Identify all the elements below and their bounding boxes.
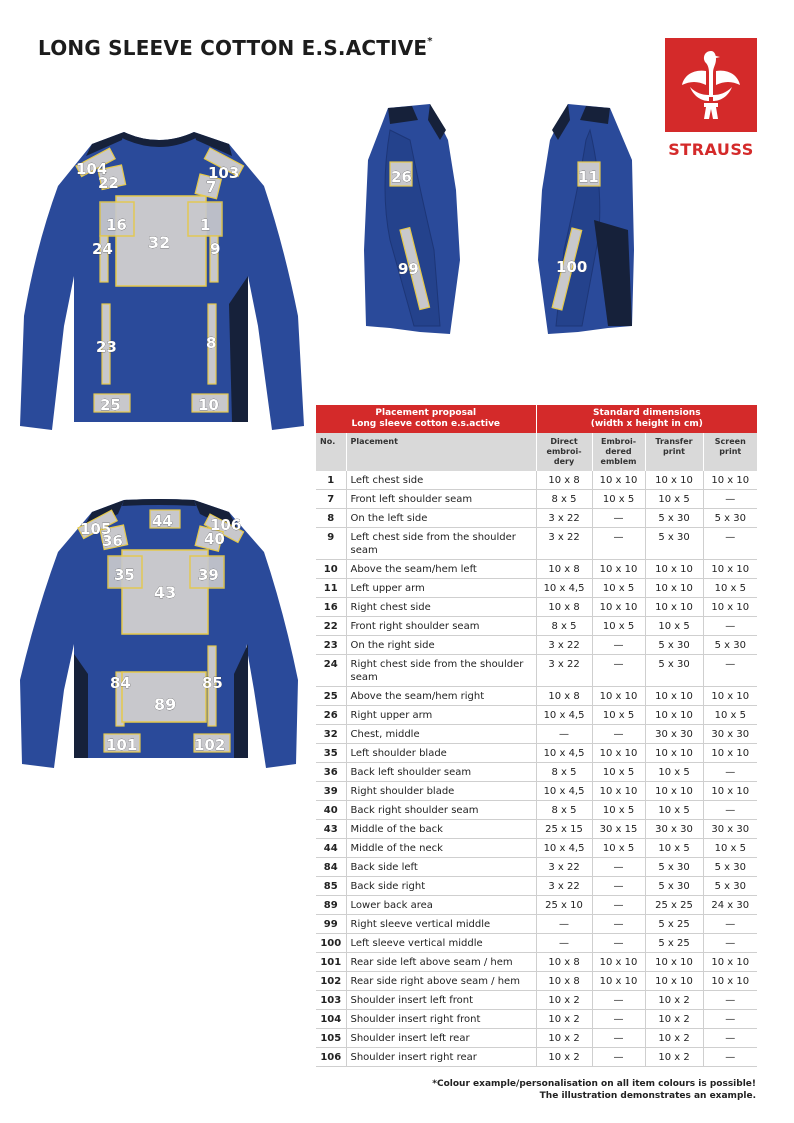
cell-no: 106 xyxy=(316,1048,346,1067)
cell-direct-embroidery: 3 x 22 xyxy=(536,528,592,560)
left-side-illustration xyxy=(528,100,638,340)
cell-transfer-print: 10 x 10 xyxy=(645,687,703,706)
cell-transfer-print: 25 x 25 xyxy=(645,896,703,915)
table-row xyxy=(316,953,757,972)
col-screen-print: Screen print xyxy=(703,433,757,471)
title-text: LONG SLEEVE COTTON E.S.ACTIVE xyxy=(38,36,428,60)
cell-direct-embroidery: 10 x 2 xyxy=(536,991,592,1010)
cell-transfer-print: 5 x 30 xyxy=(645,858,703,877)
cell-no: 16 xyxy=(316,598,346,617)
cell-placement: Chest, middle xyxy=(346,725,536,744)
marker-24: 24 xyxy=(92,240,113,258)
table-row xyxy=(316,782,757,801)
table-row xyxy=(316,1029,757,1048)
cell-placement: Left sleeve vertical middle xyxy=(346,934,536,953)
table-row xyxy=(316,579,757,598)
marker-103: 103 xyxy=(208,164,240,182)
cell-embroidered-emblem: — xyxy=(592,1029,645,1048)
cell-screen-print: 5 x 30 xyxy=(703,636,757,655)
cell-placement: Right upper arm xyxy=(346,706,536,725)
cell-direct-embroidery: 10 x 8 xyxy=(536,471,592,490)
back-shirt-view xyxy=(14,494,304,780)
cell-direct-embroidery: 10 x 2 xyxy=(536,1048,592,1067)
cell-no: 9 xyxy=(316,528,346,560)
cell-transfer-print: 10 x 2 xyxy=(645,1048,703,1067)
cell-placement: Middle of the neck xyxy=(346,839,536,858)
table-row xyxy=(316,839,757,858)
cell-no: 35 xyxy=(316,744,346,763)
table-row xyxy=(316,1048,757,1067)
cell-screen-print: 30 x 30 xyxy=(703,725,757,744)
table-row xyxy=(316,801,757,820)
cell-screen-print: 10 x 10 xyxy=(703,687,757,706)
table-group-header xyxy=(316,405,757,433)
cell-embroidered-emblem: — xyxy=(592,725,645,744)
cell-no: 36 xyxy=(316,763,346,782)
cell-no: 105 xyxy=(316,1029,346,1048)
marker-101: 101 xyxy=(106,736,138,754)
cell-direct-embroidery: 8 x 5 xyxy=(536,490,592,509)
table-row xyxy=(316,896,757,915)
cell-placement: Above the seam/hem left xyxy=(346,560,536,579)
cell-placement: Shoulder insert right rear xyxy=(346,1048,536,1067)
marker-84: 84 xyxy=(110,674,131,692)
cell-screen-print: 5 x 30 xyxy=(703,858,757,877)
cell-screen-print: 10 x 10 xyxy=(703,744,757,763)
front-shirt-illustration xyxy=(14,126,304,440)
cell-no: 26 xyxy=(316,706,346,725)
cell-screen-print: 10 x 5 xyxy=(703,706,757,725)
col-placement: Placement xyxy=(346,433,536,471)
marker-43: 43 xyxy=(154,583,177,602)
cell-screen-print: — xyxy=(703,655,757,687)
cell-transfer-print: 30 x 30 xyxy=(645,820,703,839)
title-footnote-mark: * xyxy=(427,36,433,47)
cell-screen-print: 24 x 30 xyxy=(703,896,757,915)
cell-screen-print: 10 x 10 xyxy=(703,598,757,617)
table-row xyxy=(316,1010,757,1029)
table-row xyxy=(316,706,757,725)
cell-screen-print: 10 x 5 xyxy=(703,579,757,598)
cell-direct-embroidery: 8 x 5 xyxy=(536,801,592,820)
cell-screen-print: — xyxy=(703,1048,757,1067)
cell-direct-embroidery: 10 x 8 xyxy=(536,560,592,579)
cell-direct-embroidery: 8 x 5 xyxy=(536,617,592,636)
cell-embroidered-emblem: — xyxy=(592,636,645,655)
cell-screen-print: 30 x 30 xyxy=(703,820,757,839)
table-row xyxy=(316,655,757,687)
col-no: No. xyxy=(316,433,346,471)
table-body xyxy=(316,471,757,1067)
table-row xyxy=(316,490,757,509)
cell-transfer-print: 5 x 30 xyxy=(645,636,703,655)
marker-1: 1 xyxy=(200,216,211,234)
cell-transfer-print: 5 x 25 xyxy=(645,915,703,934)
cell-transfer-print: 10 x 10 xyxy=(645,598,703,617)
cell-direct-embroidery: 10 x 8 xyxy=(536,953,592,972)
cell-screen-print: — xyxy=(703,528,757,560)
marker-100: 100 xyxy=(556,258,588,276)
table-row xyxy=(316,877,757,896)
marker-106: 106 xyxy=(210,516,242,534)
cell-no: 104 xyxy=(316,1010,346,1029)
cell-placement: Left chest side xyxy=(346,471,536,490)
cell-direct-embroidery: 25 x 15 xyxy=(536,820,592,839)
cell-embroidered-emblem: — xyxy=(592,896,645,915)
cell-embroidered-emblem: 30 x 15 xyxy=(592,820,645,839)
cell-transfer-print: 10 x 10 xyxy=(645,560,703,579)
table-row xyxy=(316,820,757,839)
cell-direct-embroidery: 3 x 22 xyxy=(536,877,592,896)
marker-105: 105 xyxy=(80,520,112,538)
cell-direct-embroidery: 3 x 22 xyxy=(536,636,592,655)
cell-embroidered-emblem: 10 x 10 xyxy=(592,972,645,991)
cell-no: 103 xyxy=(316,991,346,1010)
cell-transfer-print: 10 x 5 xyxy=(645,490,703,509)
cell-transfer-print: 10 x 10 xyxy=(645,972,703,991)
marker-104: 104 xyxy=(76,160,108,178)
cell-transfer-print: 10 x 5 xyxy=(645,801,703,820)
col-direct-embroidery: Direct embroi- dery xyxy=(536,433,592,471)
cell-transfer-print: 10 x 10 xyxy=(645,782,703,801)
cell-transfer-print: 5 x 25 xyxy=(645,934,703,953)
marker-16: 16 xyxy=(106,216,127,234)
cell-placement: Shoulder insert right front xyxy=(346,1010,536,1029)
cell-embroidered-emblem: 10 x 5 xyxy=(592,706,645,725)
cell-embroidered-emblem: 10 x 5 xyxy=(592,839,645,858)
table-row xyxy=(316,636,757,655)
cell-direct-embroidery: 25 x 10 xyxy=(536,896,592,915)
cell-direct-embroidery: 10 x 2 xyxy=(536,1010,592,1029)
cell-direct-embroidery: 3 x 22 xyxy=(536,655,592,687)
cell-no: 43 xyxy=(316,820,346,839)
cell-no: 102 xyxy=(316,972,346,991)
cell-no: 100 xyxy=(316,934,346,953)
cell-placement: Left shoulder blade xyxy=(346,744,536,763)
cell-screen-print: — xyxy=(703,763,757,782)
cell-screen-print: — xyxy=(703,490,757,509)
footnote xyxy=(432,1078,756,1102)
back-shirt-illustration xyxy=(14,494,304,780)
cell-placement: Shoulder insert left front xyxy=(346,991,536,1010)
marker-35: 35 xyxy=(114,566,135,584)
table-row xyxy=(316,991,757,1010)
cell-embroidered-emblem: 10 x 5 xyxy=(592,801,645,820)
cell-screen-print: 5 x 30 xyxy=(703,509,757,528)
cell-embroidered-emblem: — xyxy=(592,934,645,953)
cell-embroidered-emblem: 10 x 10 xyxy=(592,598,645,617)
cell-transfer-print: 30 x 30 xyxy=(645,725,703,744)
cell-embroidered-emblem: 10 x 5 xyxy=(592,490,645,509)
cell-placement: Back side right xyxy=(346,877,536,896)
side-view-left xyxy=(528,100,638,340)
cell-placement: Rear side right above seam / hem xyxy=(346,972,536,991)
cell-transfer-print: 10 x 10 xyxy=(645,744,703,763)
cell-transfer-print: 5 x 30 xyxy=(645,528,703,560)
cell-direct-embroidery: 10 x 8 xyxy=(536,687,592,706)
table-row xyxy=(316,560,757,579)
cell-placement: Front left shoulder seam xyxy=(346,490,536,509)
table-row xyxy=(316,528,757,560)
cell-direct-embroidery: 10 x 4,5 xyxy=(536,839,592,858)
marker-99: 99 xyxy=(398,260,419,278)
cell-embroidered-emblem: 10 x 10 xyxy=(592,560,645,579)
table-row xyxy=(316,915,757,934)
cell-no: 44 xyxy=(316,839,346,858)
table-row xyxy=(316,972,757,991)
cell-direct-embroidery: 10 x 4,5 xyxy=(536,744,592,763)
cell-screen-print: 10 x 10 xyxy=(703,972,757,991)
cell-no: 85 xyxy=(316,877,346,896)
cell-direct-embroidery: 10 x 2 xyxy=(536,1029,592,1048)
marker-102: 102 xyxy=(194,736,226,754)
cell-placement: Lower back area xyxy=(346,896,536,915)
footnote-line-1: *Colour example/personalisation on all item colours is possible! xyxy=(432,1079,756,1089)
footnote-line-2: The illustration demonstrates an example. xyxy=(539,1091,756,1101)
cell-transfer-print: 10 x 2 xyxy=(645,991,703,1010)
table-row xyxy=(316,509,757,528)
placement-proposal-header: Placement proposal Long sleeve cotton e.s.active xyxy=(316,405,536,433)
cell-no: 10 xyxy=(316,560,346,579)
cell-embroidered-emblem: — xyxy=(592,528,645,560)
cell-screen-print: 10 x 10 xyxy=(703,953,757,972)
cell-embroidered-emblem: — xyxy=(592,1010,645,1029)
cell-placement: Middle of the back xyxy=(346,820,536,839)
cell-no: 8 xyxy=(316,509,346,528)
cell-placement: Left upper arm xyxy=(346,579,536,598)
marker-44: 44 xyxy=(152,512,173,530)
cell-no: 23 xyxy=(316,636,346,655)
cell-no: 32 xyxy=(316,725,346,744)
cell-no: 40 xyxy=(316,801,346,820)
cell-direct-embroidery: 10 x 4,5 xyxy=(536,706,592,725)
marker-32: 32 xyxy=(148,233,171,252)
cell-embroidered-emblem: — xyxy=(592,915,645,934)
cell-embroidered-emblem: — xyxy=(592,877,645,896)
marker-22: 22 xyxy=(98,174,119,192)
placement-table-container xyxy=(316,405,757,1067)
cell-placement: Left chest side from the shoulder seam xyxy=(346,528,536,560)
cell-direct-embroidery: 3 x 22 xyxy=(536,858,592,877)
cell-transfer-print: 5 x 30 xyxy=(645,509,703,528)
cell-no: 11 xyxy=(316,579,346,598)
cell-screen-print: 10 x 10 xyxy=(703,560,757,579)
standard-dimensions-header: Standard dimensions (width x height in cm) xyxy=(536,405,757,433)
cell-transfer-print: 5 x 30 xyxy=(645,655,703,687)
cell-screen-print: 10 x 10 xyxy=(703,471,757,490)
cell-screen-print: — xyxy=(703,934,757,953)
cell-no: 24 xyxy=(316,655,346,687)
marker-8: 8 xyxy=(206,334,217,352)
cell-direct-embroidery: 3 x 22 xyxy=(536,509,592,528)
marker-89: 89 xyxy=(154,695,177,714)
cell-transfer-print: 10 x 2 xyxy=(645,1029,703,1048)
cell-screen-print: 10 x 5 xyxy=(703,839,757,858)
placement-table xyxy=(316,405,757,1067)
cell-embroidered-emblem: — xyxy=(592,509,645,528)
cell-no: 99 xyxy=(316,915,346,934)
cell-placement: Front right shoulder seam xyxy=(346,617,536,636)
marker-7: 7 xyxy=(206,178,217,196)
cell-placement: Above the seam/hem right xyxy=(346,687,536,706)
table-row xyxy=(316,687,757,706)
cell-transfer-print: 10 x 5 xyxy=(645,839,703,858)
cell-direct-embroidery: 8 x 5 xyxy=(536,763,592,782)
cell-transfer-print: 10 x 10 xyxy=(645,953,703,972)
cell-placement: Rear side left above seam / hem xyxy=(346,953,536,972)
cell-transfer-print: 5 x 30 xyxy=(645,877,703,896)
marker-9: 9 xyxy=(210,240,221,258)
strauss-logo xyxy=(665,38,757,160)
cell-placement: Back left shoulder seam xyxy=(346,763,536,782)
cell-transfer-print: 10 x 5 xyxy=(645,617,703,636)
cell-no: 84 xyxy=(316,858,346,877)
table-row xyxy=(316,471,757,490)
cell-embroidered-emblem: 10 x 10 xyxy=(592,471,645,490)
cell-placement: Right shoulder blade xyxy=(346,782,536,801)
cell-transfer-print: 10 x 2 xyxy=(645,1010,703,1029)
cell-placement: On the left side xyxy=(346,509,536,528)
page-title xyxy=(38,36,433,60)
marker-11: 11 xyxy=(578,168,599,186)
cell-screen-print: 5 x 30 xyxy=(703,877,757,896)
side-view-right xyxy=(360,100,470,340)
cell-embroidered-emblem: 10 x 10 xyxy=(592,744,645,763)
cell-placement: Back side left xyxy=(346,858,536,877)
right-side-illustration xyxy=(360,100,470,340)
cell-embroidered-emblem: 10 x 5 xyxy=(592,617,645,636)
cell-direct-embroidery: 10 x 8 xyxy=(536,972,592,991)
front-shirt-view xyxy=(14,126,304,440)
table-row xyxy=(316,858,757,877)
marker-23: 23 xyxy=(96,338,117,356)
cell-transfer-print: 10 x 10 xyxy=(645,706,703,725)
cell-transfer-print: 10 x 5 xyxy=(645,763,703,782)
cell-embroidered-emblem: 10 x 5 xyxy=(592,763,645,782)
cell-placement: On the right side xyxy=(346,636,536,655)
cell-embroidered-emblem: — xyxy=(592,991,645,1010)
table-row xyxy=(316,934,757,953)
cell-direct-embroidery: 10 x 4,5 xyxy=(536,579,592,598)
cell-placement: Shoulder insert left rear xyxy=(346,1029,536,1048)
cell-direct-embroidery: — xyxy=(536,915,592,934)
marker-26: 26 xyxy=(391,168,412,186)
cell-no: 25 xyxy=(316,687,346,706)
cell-embroidered-emblem: — xyxy=(592,858,645,877)
cell-no: 39 xyxy=(316,782,346,801)
marker-85: 85 xyxy=(202,674,223,692)
cell-embroidered-emblem: — xyxy=(592,655,645,687)
cell-direct-embroidery: 10 x 8 xyxy=(536,598,592,617)
marker-36: 36 xyxy=(102,532,123,550)
marker-39: 39 xyxy=(198,566,219,584)
marker-40: 40 xyxy=(204,530,225,548)
table-row xyxy=(316,617,757,636)
cell-no: 1 xyxy=(316,471,346,490)
cell-embroidered-emblem: 10 x 5 xyxy=(592,579,645,598)
cell-screen-print: — xyxy=(703,801,757,820)
cell-direct-embroidery: 10 x 4,5 xyxy=(536,782,592,801)
cell-embroidered-emblem: 10 x 10 xyxy=(592,782,645,801)
cell-direct-embroidery: — xyxy=(536,934,592,953)
cell-embroidered-emblem: — xyxy=(592,1048,645,1067)
table-row xyxy=(316,744,757,763)
table-row xyxy=(316,598,757,617)
cell-screen-print: — xyxy=(703,617,757,636)
logo-emblem xyxy=(665,38,757,132)
marker-10: 10 xyxy=(198,396,219,414)
cell-placement: Right sleeve vertical middle xyxy=(346,915,536,934)
marker-25: 25 xyxy=(100,396,121,414)
cell-placement: Back right shoulder seam xyxy=(346,801,536,820)
cell-no: 7 xyxy=(316,490,346,509)
cell-screen-print: — xyxy=(703,1029,757,1048)
cell-placement: Right chest side xyxy=(346,598,536,617)
cell-direct-embroidery: — xyxy=(536,725,592,744)
cell-no: 89 xyxy=(316,896,346,915)
table-column-header xyxy=(316,433,757,471)
cell-no: 101 xyxy=(316,953,346,972)
col-transfer-print: Transfer print xyxy=(645,433,703,471)
cell-embroidered-emblem: 10 x 10 xyxy=(592,687,645,706)
col-embroidered-emblem: Embroi- dered emblem xyxy=(592,433,645,471)
cell-transfer-print: 10 x 10 xyxy=(645,471,703,490)
stork-icon xyxy=(676,45,746,125)
cell-screen-print: 10 x 10 xyxy=(703,782,757,801)
cell-no: 22 xyxy=(316,617,346,636)
table-row xyxy=(316,763,757,782)
cell-screen-print: — xyxy=(703,991,757,1010)
cell-placement: Right chest side from the shoulder seam xyxy=(346,655,536,687)
cell-embroidered-emblem: 10 x 10 xyxy=(592,953,645,972)
brand-name: STRAUSS xyxy=(668,140,754,159)
cell-transfer-print: 10 x 10 xyxy=(645,579,703,598)
cell-screen-print: — xyxy=(703,1010,757,1029)
cell-screen-print: — xyxy=(703,915,757,934)
table-row xyxy=(316,725,757,744)
